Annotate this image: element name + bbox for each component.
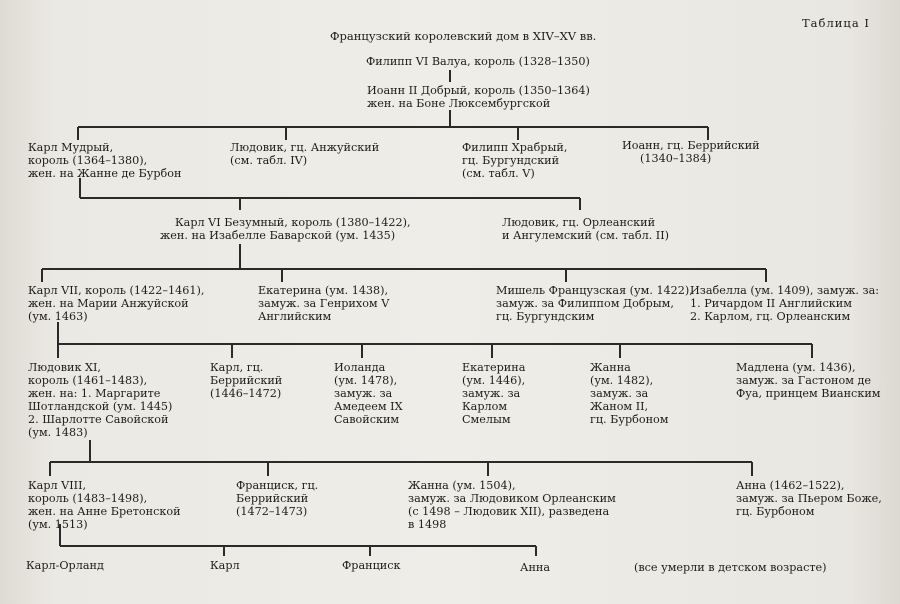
person-charles7: Карл VII, король (1422–1461), жен. на Марии Анжуйской (ум. 1463) [28, 284, 205, 323]
person-catherine2: Екатерина (ум. 1446), замуж. за Карлом Смелым [462, 361, 526, 426]
person-john2: Иоанн II Добрый, король (1350–1364) жен. на Боне Люксембургской [367, 84, 590, 110]
person-john-berry: Иоанн, гц. Беррийский (1340–1384) [622, 139, 760, 165]
person-jeanne2: Жанна (ум. 1504), замуж. за Людовиком Орлеанским (с 1498 – Людовик XII), разведена в 1498 [408, 479, 616, 531]
child-francis: Франциск [342, 559, 401, 572]
person-jeanne: Жанна (ум. 1482), замуж. за Жаном II, гц. Бурбоном [590, 361, 669, 426]
person-isabella: Изабелла (ум. 1409), замуж. за: 1. Ричардом II Английским 2. Карлом, гц. Орлеанским [690, 284, 880, 323]
person-francis-berry: Франциск, гц. Беррийский (1472–1473) [236, 479, 319, 518]
person-charles8: Карл VIII, король (1483–1498), жен. на Анне Бретонской (ум. 1513) [28, 479, 181, 531]
page-title: Французский королевский дом в XIV–XV вв. [330, 29, 597, 43]
person-anne: Анна (1462–1522), замуж. за Пьером Боже, гц. Бурбоном [736, 479, 882, 518]
person-michelle: Мишель Французская (ум. 1422), замуж. за Филиппом Добрым, гц. Бургундским [496, 284, 693, 323]
person-charles-berry: Карл, гц. Беррийский (1446–1472) [210, 361, 283, 400]
person-madeleine: Мадлена (ум. 1436), замуж. за Гастоном де Фуа, принцем Вианским [736, 361, 881, 400]
person-louis11: Людовик XI, король (1461–1483), жен. на: 1. Маргарите Шотландской (ум. 1445) 2. Шарлотте Савойской (ум. 1483) [28, 361, 173, 439]
person-louis-anjou: Людовик, гц. Анжуйский (см. табл. IV) [230, 141, 380, 167]
person-louis-orleans: Людовик, гц. Орлеанский и Ангулемский (см. табл. II) [502, 216, 670, 242]
child-anne: Анна [520, 561, 551, 574]
person-philip-bold: Филипп Храбрый, гц. Бургундский (см. табл. V) [462, 141, 568, 180]
children-note: (все умерли в детском возрасте) [634, 561, 827, 574]
person-yolande: Иоланда (ум. 1478), замуж. за Амедеем IX Савойским [334, 361, 403, 426]
person-philip6: Филипп VI Валуа, король (1328–1350) [366, 55, 590, 68]
person-catherine: Екатерина (ум. 1438), замуж. за Генрихом V Английским [258, 284, 390, 323]
child-charles-orland: Карл-Орланд [26, 559, 104, 572]
table-label: Таблица I [802, 16, 870, 30]
person-charles6: Карл VI Безумный, король (1380–1422), жен. на Изабелле Баварской (ум. 1435) [160, 216, 411, 242]
person-charles5: Карл Мудрый, король (1364–1380), жен. на Жанне де Бурбон [28, 141, 182, 180]
child-charles: Карл [210, 559, 240, 572]
